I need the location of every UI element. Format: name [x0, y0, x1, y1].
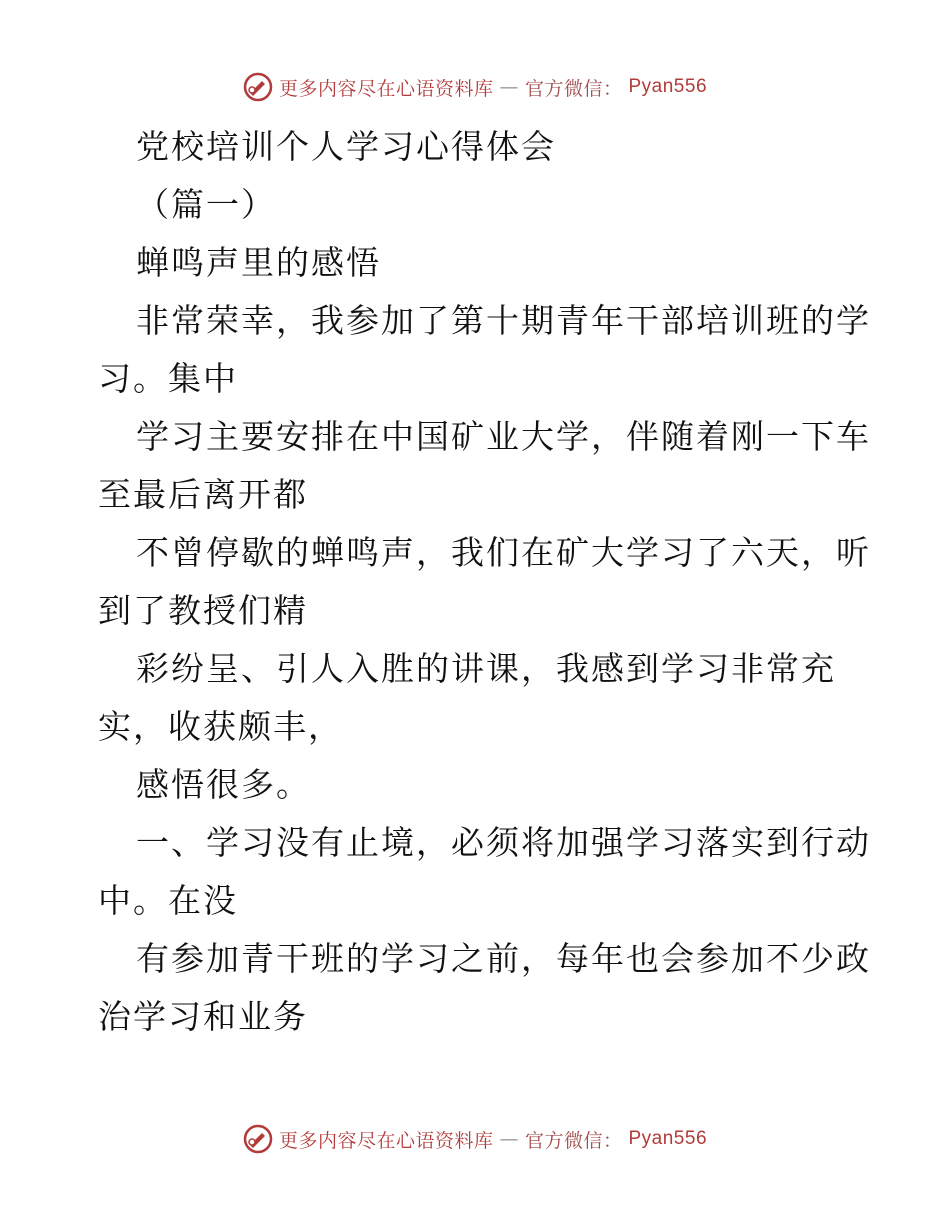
paragraph-line: 不曾停歇的蝉鸣声，我们在矿大学习了六天，听: [136, 533, 871, 572]
pen-nib-logo-icon: [243, 1124, 273, 1154]
paragraph-line: 到了教授们精: [98, 591, 308, 630]
paragraph-line: 学习主要安排在中国矿业大学，伴随着刚一下车: [136, 417, 871, 456]
watermark-wechat-id: Pyan556: [628, 76, 708, 97]
paragraph-line: 实，收获颇丰，: [98, 707, 343, 746]
watermark-wechat-id: Pyan556: [628, 1128, 708, 1149]
document-subtitle: （篇一）: [136, 185, 276, 224]
paragraph-line: 一、学习没有止境，必须将加强学习落实到行动: [136, 823, 871, 862]
paragraph-line: 有参加青干班的学习之前，每年也会参加不少政: [136, 939, 871, 978]
watermark-official: 官方微信：: [524, 1129, 623, 1152]
paragraph-line: 感悟很多。: [136, 765, 311, 804]
footer-watermark: [0, 1124, 950, 1154]
watermark-dash: —: [499, 1128, 519, 1150]
document-body: [98, 118, 871, 1046]
paragraph-line: 习。集中: [98, 359, 238, 398]
pen-nib-logo-icon: [243, 72, 273, 102]
paragraph-line: 至最后离开都: [98, 475, 308, 514]
section-heading: 蝉鸣声里的感悟: [136, 243, 381, 282]
paragraph-line: 治学习和业务: [98, 997, 308, 1036]
watermark-dash: —: [499, 76, 519, 98]
watermark-official: 官方微信：: [524, 77, 623, 100]
paragraph-line: 非常荣幸，我参加了第十期青年干部培训班的学: [136, 301, 871, 340]
header-watermark: [0, 72, 950, 102]
watermark-brand: 更多内容尽在心语资料库: [278, 77, 494, 100]
paragraph-line: 中。在没: [98, 881, 238, 920]
document-title: 党校培训个人学习心得体会: [136, 127, 556, 166]
watermark-brand: 更多内容尽在心语资料库: [278, 1129, 494, 1152]
paragraph-line: 彩纷呈、引人入胜的讲课，我感到学习非常充: [136, 649, 836, 688]
